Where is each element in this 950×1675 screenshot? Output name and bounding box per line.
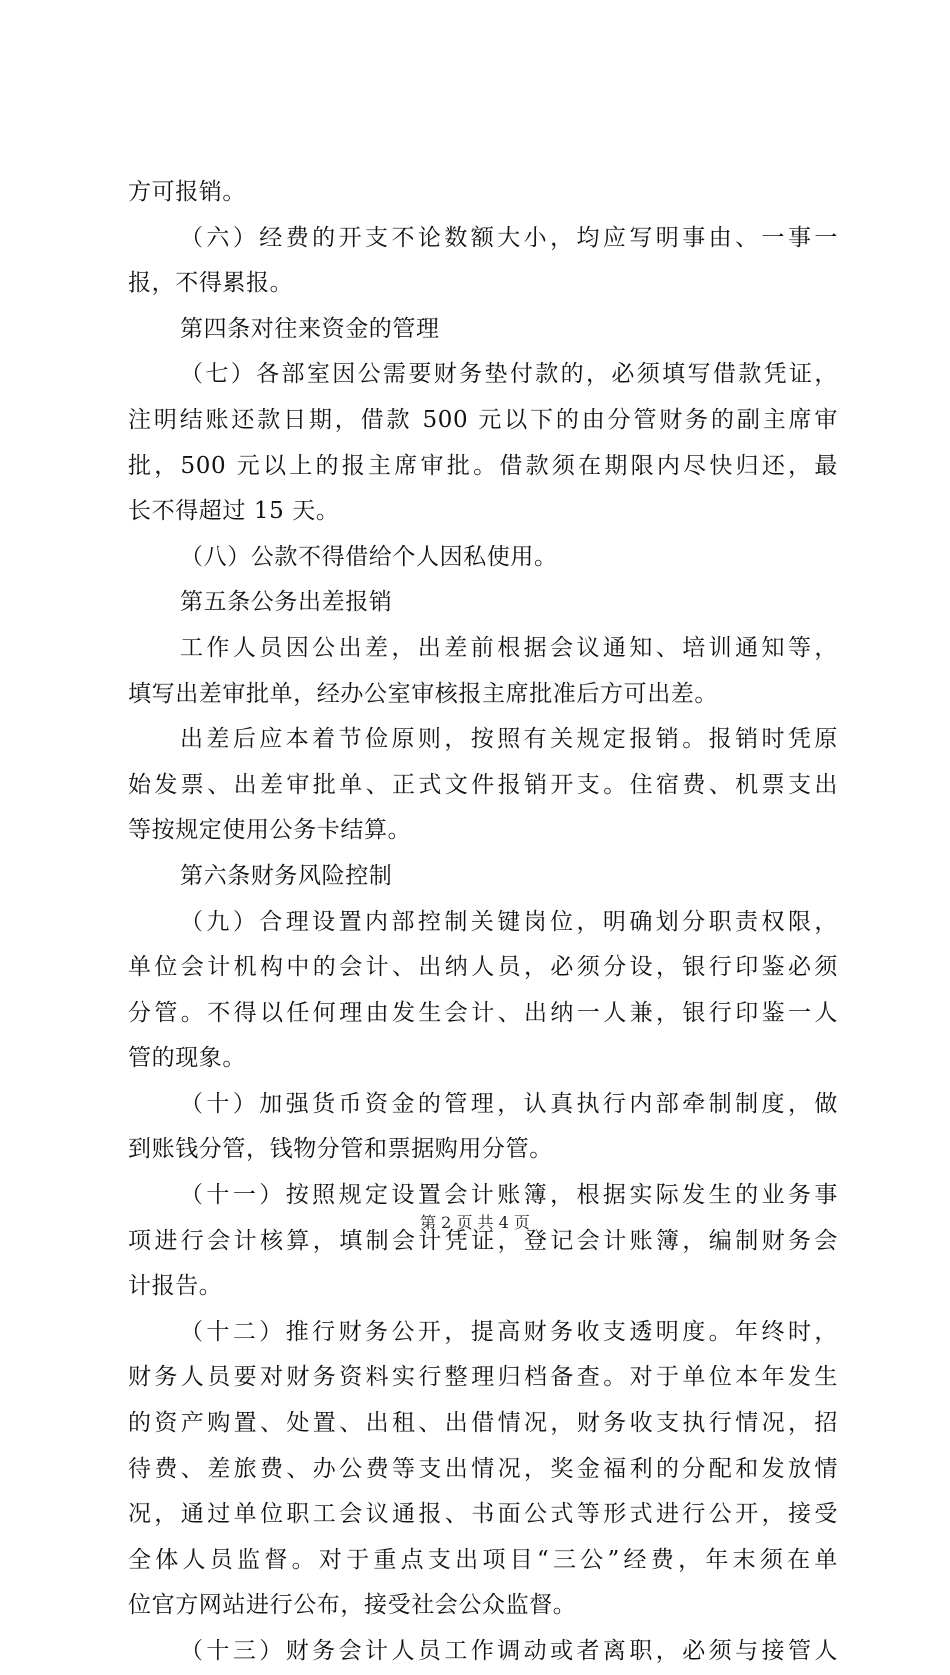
text-line: 等按规定使用公务卡结算。 — [128, 817, 412, 844]
text-line: 财务人员要对财务资料实行整理归档备查。对于单位本年发生 — [128, 1364, 838, 1391]
text-line: 分管。不得以任何理由发生会计、出纳一人兼，银行印鉴一人 — [128, 999, 838, 1026]
text-line: 位官方网站进行公布，接受社会公众监督。 — [128, 1592, 577, 1619]
text-line: （十）加强货币资金的管理，认真执行内部牵制制度，做 — [180, 1090, 838, 1117]
text-line: 报，不得累报。 — [128, 270, 294, 297]
text-line: 始发票、出差审批单、正式文件报销开支。住宿费、机票支出 — [128, 771, 838, 798]
text-line: 工作人员因公出差，出差前根据会议通知、培训通知等， — [180, 634, 838, 661]
text-line: 全体人员监督。对于重点支出项目“三公”经费，年末须在单 — [128, 1546, 838, 1573]
text-line: 管的现象。 — [128, 1045, 246, 1072]
text-line: 注明结账还款日期，借款 500 元以下的由分管财务的副主席审 — [128, 406, 838, 433]
section-heading: 第六条财务风险控制 — [180, 862, 393, 889]
text-line: 单位会计机构中的会计、出纳人员，必须分设，银行印鉴必须 — [128, 954, 838, 981]
text-line: 方可报销。 — [128, 179, 246, 205]
page-number-footer: 第 2 页 共 4 页 — [420, 1213, 530, 1232]
text-line: （八）公款不得借给个人因私使用。 — [180, 543, 558, 570]
text-line: （十二）推行财务公开，提高财务收支透明度。年终时， — [180, 1318, 838, 1345]
text-line: （十三）财务会计人员工作调动或者离职，必须与接管人 — [180, 1638, 838, 1664]
text-line: 到账钱分管，钱物分管和票据购用分管。 — [128, 1136, 553, 1163]
text-line: （六）经费的开支不论数额大小，均应写明事由、一事一 — [180, 224, 838, 251]
text-line: 填写出差审批单，经办公室审核报主席批准后方可出差。 — [128, 680, 718, 707]
text-line: 批，500 元以上的报主席审批。借款须在期限内尽快归还，最 — [128, 452, 838, 479]
document-body — [128, 170, 838, 1675]
text-line: 长不得超过 15 天。 — [128, 498, 340, 525]
section-heading: 第五条公务出差报销 — [180, 589, 393, 616]
section-heading: 第四条对往来资金的管理 — [180, 315, 440, 342]
text-line: 的资产购置、处置、出租、出借情况，财务收支执行情况，招 — [128, 1410, 838, 1437]
text-line: （七）各部室因公需要财务垫付款的，必须填写借款凭证， — [180, 361, 838, 388]
text-line: 计报告。 — [128, 1273, 223, 1300]
text-line: 项进行会计核算，填制会计凭证，登记会计账簿，编制财务会 — [128, 1227, 838, 1254]
text-line: （九）合理设置内部控制关键岗位，明确划分职责权限， — [180, 908, 838, 935]
text-line: （十一）按照规定设置会计账簿，根据实际发生的业务事 — [180, 1182, 838, 1209]
text-line: 待费、差旅费、办公费等支出情况，奖金福利的分配和发放情 — [128, 1455, 838, 1482]
text-line: 出差后应本着节俭原则，按照有关规定报销。报销时凭原 — [180, 726, 838, 753]
text-line: 况，通过单位职工会议通报、书面公式等形式进行公开，接受 — [128, 1501, 838, 1528]
